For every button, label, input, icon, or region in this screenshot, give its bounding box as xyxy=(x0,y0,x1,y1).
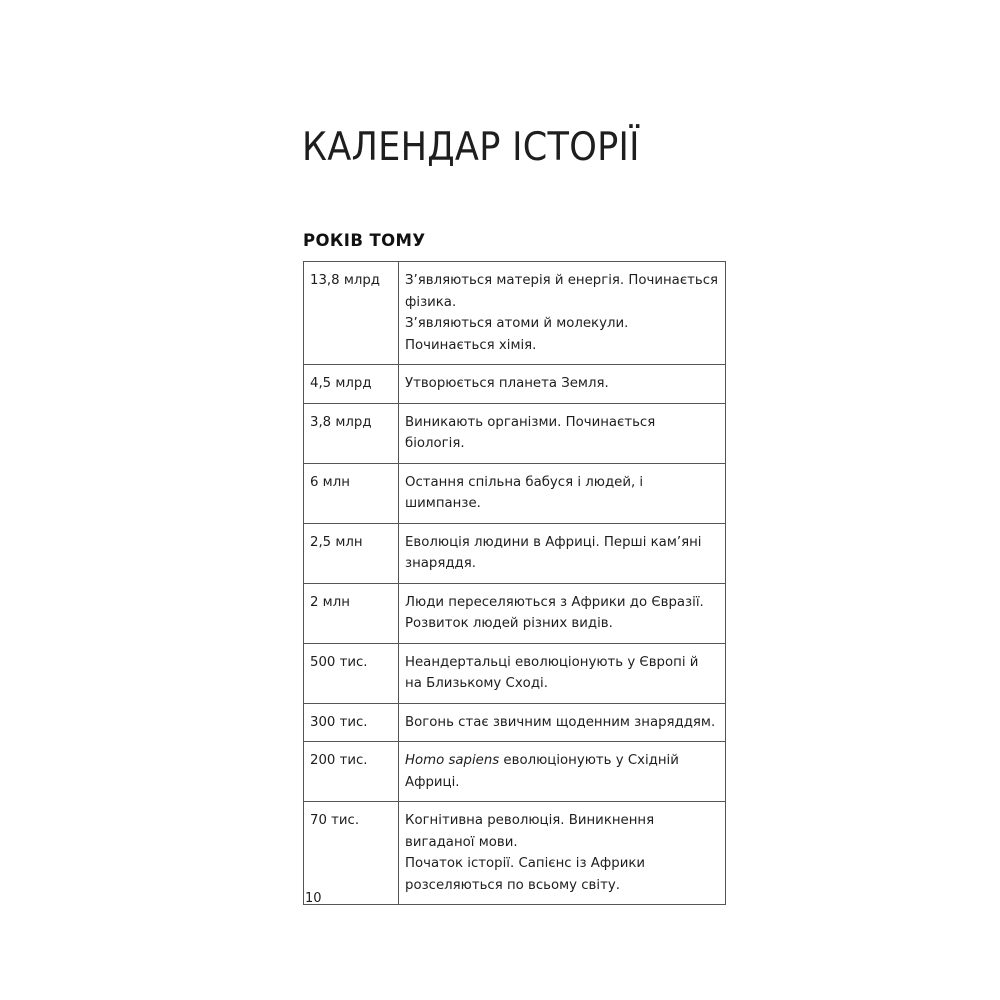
table-row xyxy=(304,463,726,523)
event-cell xyxy=(399,365,726,404)
event-cell xyxy=(399,643,726,703)
date-cell: 4,5 млрд xyxy=(304,365,399,404)
event-cell xyxy=(399,583,726,643)
event-cell xyxy=(399,703,726,742)
event-cell xyxy=(399,742,726,802)
event-text: Еволюція людини в Африці. Перші кам’яні знаряддя. xyxy=(405,534,702,571)
event-cell xyxy=(399,262,726,365)
event-cell xyxy=(399,523,726,583)
page-title: КАЛЕНДАР ІСТОРІЇ xyxy=(302,125,640,170)
event-text: З’являються атоми й молекули. Починається хімія. xyxy=(405,316,629,353)
table-row xyxy=(304,643,726,703)
date-cell: 70 тис. xyxy=(304,802,399,905)
event-cell xyxy=(399,463,726,523)
event-cell xyxy=(399,403,726,463)
event-text: Неандертальці еволюціонують у Європі й на Близькому Сході. xyxy=(405,654,699,691)
date-cell: 3,8 млрд xyxy=(304,403,399,463)
table-row xyxy=(304,583,726,643)
table-row xyxy=(304,703,726,742)
table-row xyxy=(304,742,726,802)
event-text: Початок історії. Сапієнс із Африки розселяються по всьому світу. xyxy=(405,856,646,893)
event-cell xyxy=(399,802,726,905)
page-number: 10 xyxy=(305,891,322,906)
table-row xyxy=(304,262,726,365)
table-row xyxy=(304,365,726,404)
event-text: Остання спільна бабуся і людей, і шимпанзе. xyxy=(405,474,644,511)
event-text: Когнітивна революція. Виникнення вигаданої мови. xyxy=(405,813,655,850)
species-name-italic: Homo sapiens xyxy=(405,753,500,768)
event-text: Вогонь стає звичним щоденним знаряддям. xyxy=(405,714,716,730)
event-text: З’являються матерія й енергія. Починається фізика. xyxy=(405,273,719,310)
date-cell: 13,8 млрд xyxy=(304,262,399,365)
date-cell: 2 млн xyxy=(304,583,399,643)
date-cell: 500 тис. xyxy=(304,643,399,703)
event-text: Люди переселяються з Африки до Євразії. Розвиток людей різних видів. xyxy=(405,594,704,631)
table-row xyxy=(304,802,726,905)
event-text: Утворюється планета Земля. xyxy=(405,376,609,391)
table-row xyxy=(304,523,726,583)
table-row xyxy=(304,403,726,463)
date-cell: 200 тис. xyxy=(304,742,399,802)
date-cell: 300 тис. xyxy=(304,703,399,742)
date-cell: 6 млн xyxy=(304,463,399,523)
event-text: Виникають організми. Починається біологія. xyxy=(405,414,656,451)
event-text-rest: еволюціонують у Східній Африці. xyxy=(405,753,679,790)
history-timeline-table xyxy=(303,261,726,905)
section-heading: РОКІВ ТОМУ xyxy=(303,231,426,250)
date-cell: 2,5 млн xyxy=(304,523,399,583)
event-text xyxy=(405,750,719,793)
